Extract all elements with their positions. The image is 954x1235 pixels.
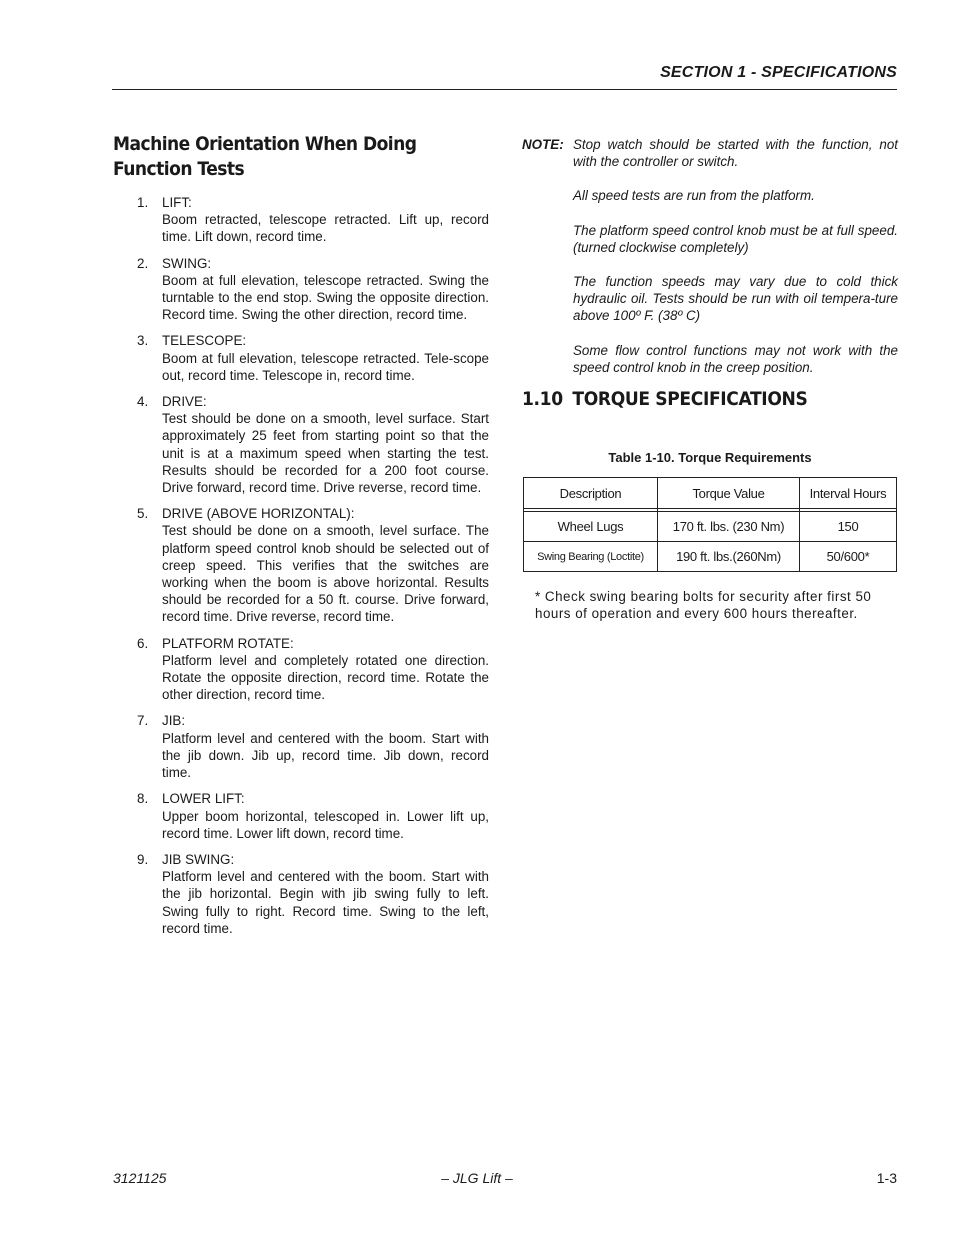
step-number: 5. [137, 506, 149, 522]
step-number: 9. [137, 851, 149, 867]
table-header-row [524, 478, 897, 509]
table-cell: 170 ft. lbs. (230 Nm) [658, 512, 800, 542]
step-number: 8. [137, 791, 149, 807]
left-column [113, 132, 489, 946]
step-description: Boom at full elevation, telescope retracted. Swing the turntable to the end stop. Swing the opposite direction. Record time. Swing the other direction, record time. [162, 272, 489, 323]
table-cell: 50/600* [800, 542, 897, 572]
footer-brand: – JLG Lift – [441, 1170, 513, 1186]
list-item [113, 332, 489, 384]
step-description: Platform level and completely rotated one direction. Rotate the opposite direction, record time. Rotate the other direction, record time. [162, 652, 489, 703]
note-paragraph: Stop watch should be started with the function, not with the controller or switch. [573, 137, 898, 170]
table-row [524, 542, 897, 572]
torque-table [523, 477, 897, 572]
table-footnote: * Check swing bearing bolts for security after first 50 hours of operation and every 600 hours thereafter. [535, 589, 872, 622]
step-number: 4. [137, 394, 149, 410]
note-paragraph: The platform speed control knob must be at full speed. (turned clockwise completely) [573, 222, 898, 255]
table-cell: 190 ft. lbs.(260Nm) [658, 542, 800, 572]
step-description: Boom retracted, telescope retracted. Lift up, record time. Lift down, record time. [162, 212, 489, 245]
step-number: 3. [137, 333, 149, 349]
step-title: DRIVE (ABOVE HORIZONTAL): [162, 506, 355, 522]
note-paragraph: Some flow control functions may not work with the speed control knob in the creep position. [573, 342, 898, 375]
note-block [522, 136, 898, 376]
step-number: 7. [137, 713, 149, 729]
header-divider [112, 89, 897, 90]
note-paragraph: All speed tests are run from the platform. [573, 188, 815, 204]
column-header: Torque Value [658, 478, 800, 509]
section-title: TORQUE SPECIFICATIONS [572, 388, 808, 411]
step-description: Test should be done on a smooth, level surface. The platform speed control knob should be selected out of creep speed. This verifies that the switches are working when the boom is above horizontal. Results should be recorded for a 50 ft. course. Drive forward, record time. Drive reverse, record time. [162, 523, 489, 625]
table-caption: Table 1-10. Torque Requirements [608, 450, 812, 466]
section-header-title: SECTION 1 - SPECIFICATIONS [660, 64, 897, 81]
step-title: SWING: [162, 255, 212, 271]
page-number: 1-3 [876, 1170, 897, 1186]
section-number: 1.10 [522, 388, 563, 411]
list-item [113, 194, 489, 246]
list-item [113, 635, 489, 704]
step-title: JIB: [162, 713, 186, 729]
step-number: 2. [137, 255, 149, 271]
step-title: JIB SWING: [162, 851, 235, 867]
list-item [113, 393, 489, 496]
table-cell: Swing Bearing (Loctite) [524, 542, 658, 572]
list-item [113, 790, 489, 842]
note-paragraph: The function speeds may vary due to cold thick hydraulic oil. Tests should be run with oil tempera-ture above 100º F. (38º C) [573, 274, 898, 324]
step-description: Platform level and centered with the boom. Start with the jib down. Jib up, record time. Jib down, record time. [162, 730, 489, 781]
steps-list [113, 194, 489, 937]
orientation-heading: Machine Orientation When Doing Function Tests [113, 133, 417, 180]
step-title: LIFT: [162, 195, 192, 210]
step-title: DRIVE: [162, 394, 207, 410]
list-item [113, 851, 489, 937]
step-title: TELESCOPE: [162, 333, 247, 349]
table-row [524, 512, 897, 542]
step-number: 6. [137, 635, 149, 651]
column-header: Interval Hours [800, 478, 897, 509]
right-column [522, 136, 898, 622]
step-title: PLATFORM ROTATE: [162, 635, 294, 651]
document-number: 3121125 [113, 1170, 167, 1186]
list-item [113, 505, 489, 625]
step-description: Boom at full elevation, telescope retracted. Tele-scope out, record time. Telescope in, record time. [162, 350, 489, 383]
step-description: Upper boom horizontal, telescoped in. Lower lift up, record time. Lower lift down, record time. [162, 808, 489, 841]
list-item [113, 712, 489, 781]
section-heading [522, 388, 860, 410]
step-number: 1. [137, 195, 149, 210]
step-description: Platform level and centered with the boom. Start with the jib horizontal. Begin with jib swing fully to left. Swing fully to right. Record time. Swing to the left, record time. [162, 869, 489, 936]
table-cell: 150 [800, 512, 897, 542]
column-header: Description [524, 478, 658, 509]
list-item [113, 255, 489, 324]
table-cell: Wheel Lugs [524, 512, 658, 542]
step-title: LOWER LIFT: [162, 791, 245, 807]
note-label: NOTE: [522, 137, 564, 152]
step-description: Test should be done on a smooth, level surface. Start approximately 25 feet from starting point so that the unit is at a maximum speed when starting the test. Results should be recorded for a 200 foot course. Drive forward, record time. Drive reverse, record time. [162, 411, 489, 496]
